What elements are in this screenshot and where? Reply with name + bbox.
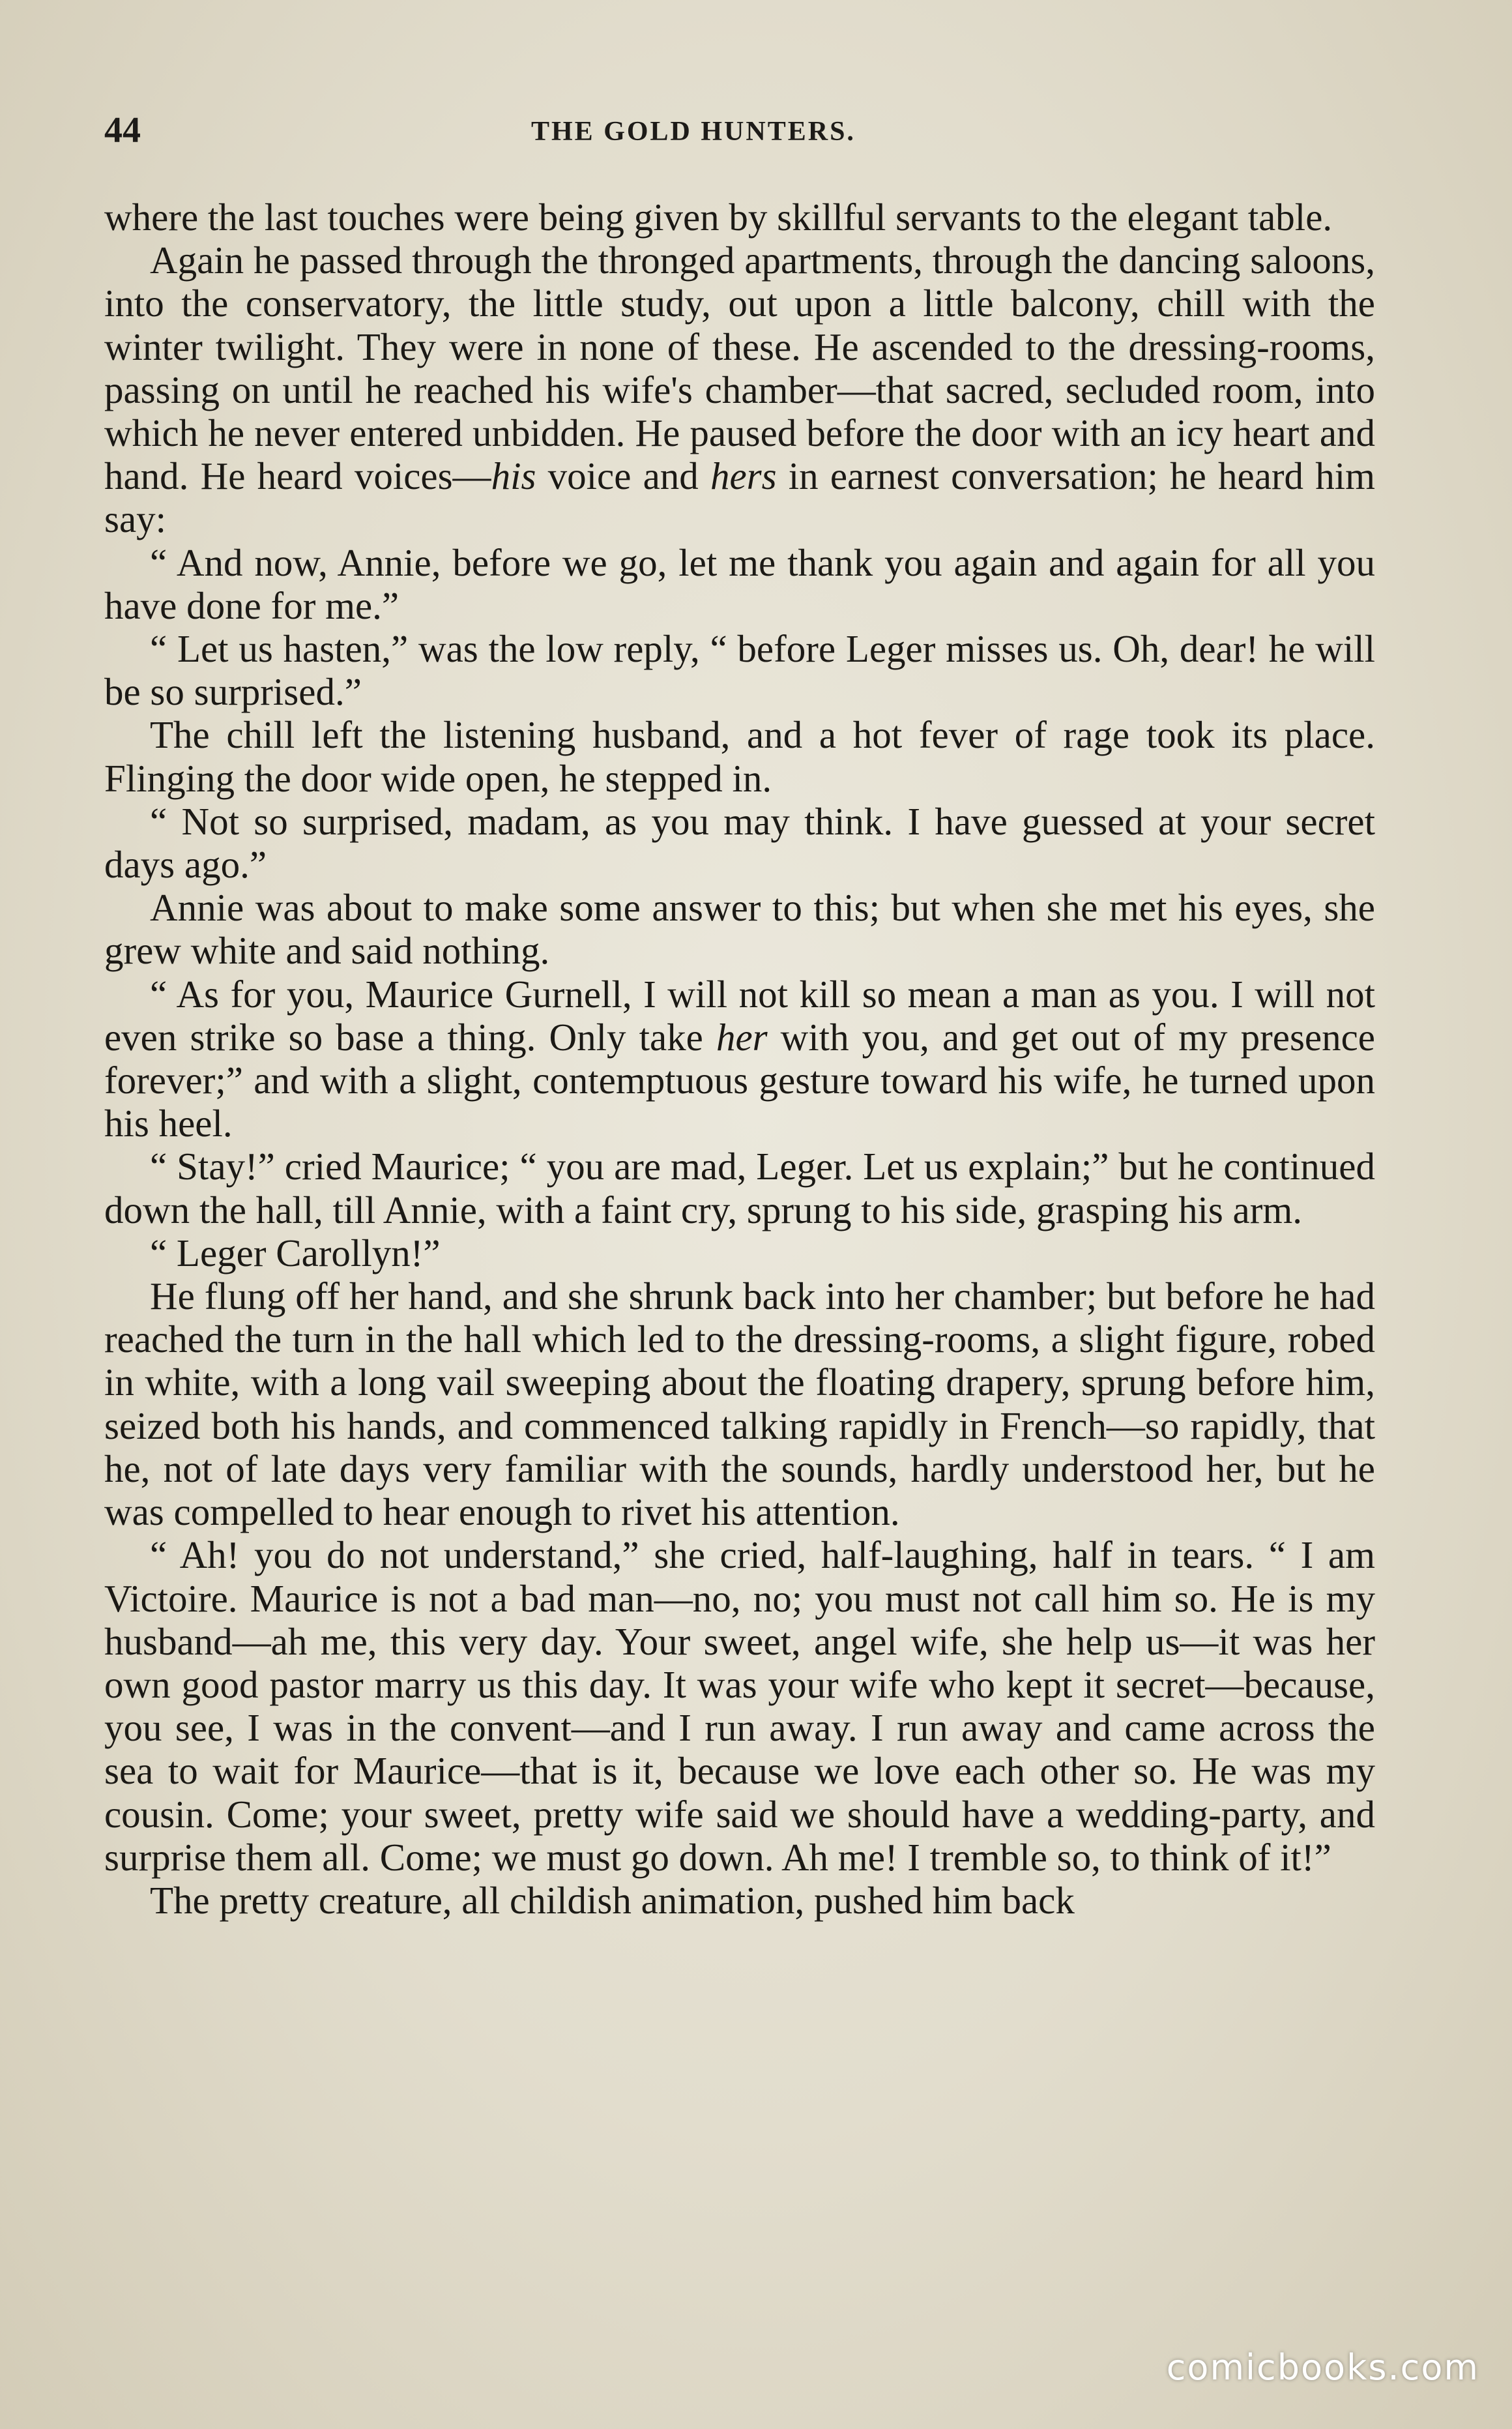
paragraph xyxy=(104,1274,1375,1533)
paragraph xyxy=(104,1533,1375,1879)
text-run: “ And now, Annie, before we go, let me thank you again and again for all you have done for me.” xyxy=(104,540,1375,627)
paragraph xyxy=(104,713,1375,799)
paragraph xyxy=(104,627,1375,713)
paragraph xyxy=(104,541,1375,627)
text-run: He flung off her hand, and she shrunk back into her chamber; but before he had reached the turn in the hall which led to the dressing-rooms, a slight figure, robed in white, with a long vail sweeping about the floating drapery, sprung before him, seized both his hands, and commenced talking rapidly in French—so rapidly, that he, not of late days very familiar with the sounds, hardly understood her, but he was compelled to hear enough to rivet his attention. xyxy=(104,1274,1375,1534)
text-run: Annie was about to make some answer to this; but when she met his eyes, she grew white and said nothing. xyxy=(104,886,1375,973)
text-run: The chill left the listening husband, and a hot fever of rage took its place. Flinging the door wide open, he stepped in. xyxy=(104,713,1375,800)
text-run: “ Stay!” cried Maurice; “ you are mad, Leger. Let us explain;” but he continued down the hall, till Annie, with a faint cry, sprung to his side, grasping his arm. xyxy=(104,1145,1375,1231)
paragraph xyxy=(104,1231,1375,1274)
text-run: “ Leger Carollyn!” xyxy=(150,1231,441,1274)
paragraph xyxy=(104,800,1375,886)
paragraph xyxy=(104,886,1375,972)
running-title: THE GOLD HUNTERS. xyxy=(531,117,856,147)
paragraph xyxy=(104,1145,1375,1231)
italic-text: her xyxy=(716,1015,768,1059)
paragraph xyxy=(104,196,1375,239)
text-run: “ Ah! you do not understand,” she cried, half-laughing, half in tears. “ I am Victoire. Maurice is not a bad man—no, no; you must not call him so. He is my husband—ah me, this very day. Your sweet, angel wife, she help us—it was her own good pastor marry us this day. It was your wife who kept it secret—because, you see, I was in the convent—and I run away. I run away and came across the sea to wait for Maurice—that is it, because we love each other so. He was my cousin. Come; your sweet, pretty wife said we should have a wedding-party, and surprise them all. Come; we must go down. Ah me! I tremble so, to think of it!” xyxy=(104,1533,1375,1879)
paragraph xyxy=(104,1879,1375,1922)
text-run: in earnest conversation; he heard him say: xyxy=(104,454,1376,541)
paragraph xyxy=(104,239,1375,540)
text-run: The pretty creature, all childish animation, pushed him back xyxy=(150,1878,1075,1922)
text-run: “ Not so surprised, madam, as you may think. I have guessed at your secret days ago.” xyxy=(104,799,1375,887)
text-run: “ Let us hasten,” was the low reply, “ before Leger misses us. Oh, dear! he will be so surprised.” xyxy=(104,627,1375,714)
page-header xyxy=(104,110,1375,162)
italic-text: his xyxy=(491,454,536,498)
text-run: where the last touches were being given by skillful servants to the elegant table. xyxy=(104,196,1333,239)
italic-text: hers xyxy=(710,454,777,498)
text-run: Again he passed through the thronged apartments, through the dancing saloons, into the conservatory, the little study, out upon a little balcony, chill with the winter twilight. They were in none of these. He ascended to the dressing-rooms, passing on until he reached his wife's chamber—that sacred, secluded room, into which he never entered unbidden. He paused before the door with an icy heart and hand. He heard voices— xyxy=(104,239,1375,498)
paragraph xyxy=(104,973,1375,1145)
text-run: voice and xyxy=(536,454,710,498)
page-number: 44 xyxy=(104,110,141,151)
text-run: with you, and get out of my presence forever;” and with a slight, contemptuous gesture toward his wife, he turned upon his heel. xyxy=(104,1015,1375,1145)
text-run: “ As for you, Maurice Gurnell, I will not kill so mean a man as you. I will not even strike so base a thing. Only take xyxy=(104,972,1375,1059)
watermark: comicbooks.com xyxy=(1166,2347,1479,2388)
body-text xyxy=(104,196,1375,1922)
